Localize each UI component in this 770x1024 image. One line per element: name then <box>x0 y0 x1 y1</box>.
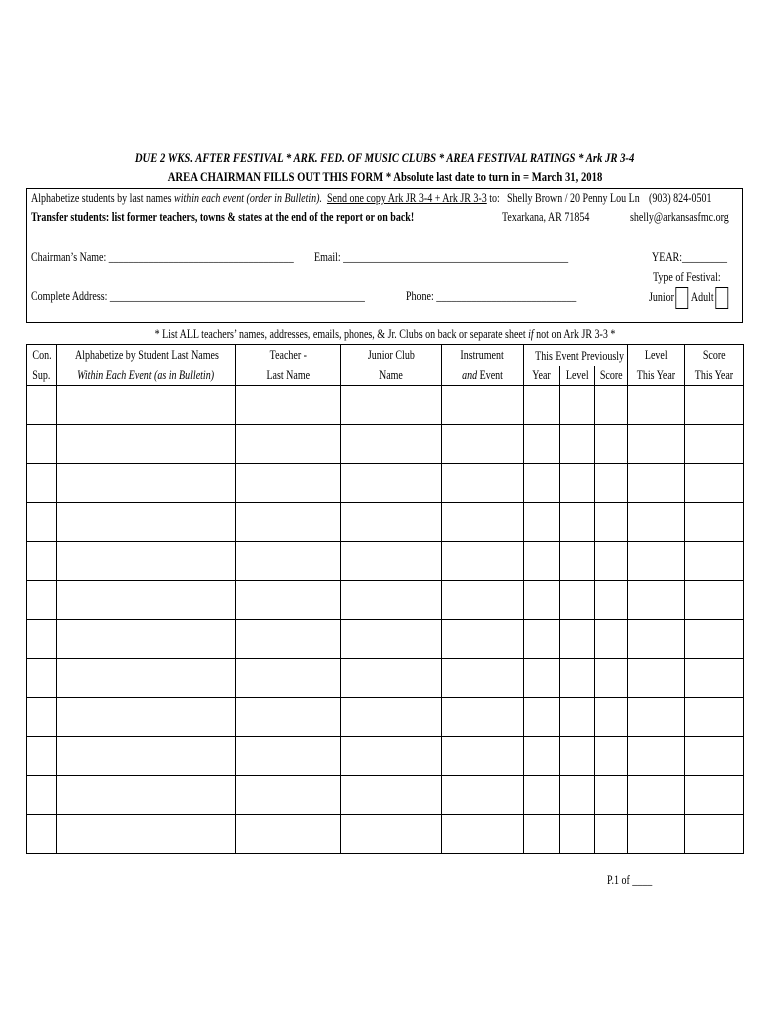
table-row <box>27 698 744 737</box>
entry-cell[interactable] <box>560 386 595 425</box>
table-row <box>27 737 744 776</box>
table-row <box>27 776 744 815</box>
entry-cell[interactable] <box>685 776 744 815</box>
entry-cell[interactable] <box>685 581 744 620</box>
junior-checkbox[interactable] <box>676 287 689 309</box>
entry-cell[interactable] <box>524 503 560 542</box>
entry-cell[interactable] <box>524 425 560 464</box>
entry-cell[interactable] <box>560 737 595 776</box>
entry-cell[interactable] <box>524 581 560 620</box>
table-row <box>27 542 744 581</box>
entry-cell[interactable] <box>341 386 442 425</box>
entry-cell[interactable] <box>595 737 628 776</box>
entry-cell[interactable] <box>442 776 524 815</box>
entry-cell[interactable] <box>524 776 560 815</box>
entry-cell[interactable] <box>560 503 595 542</box>
col-header-prev-year: Year <box>532 367 551 382</box>
entry-cell[interactable] <box>57 386 236 425</box>
entry-cell[interactable] <box>685 542 744 581</box>
col-header-junior-club: Junior Club Name <box>341 345 442 386</box>
entry-cell[interactable] <box>685 386 744 425</box>
entry-cell[interactable] <box>595 542 628 581</box>
entry-cell[interactable] <box>524 542 560 581</box>
entry-cell[interactable] <box>236 503 341 542</box>
entry-cell[interactable] <box>685 425 744 464</box>
entry-cell[interactable] <box>628 815 685 854</box>
col-header-instrument: Instrument and Event <box>442 345 524 386</box>
table-row <box>27 386 744 425</box>
entry-cell[interactable] <box>595 776 628 815</box>
entry-cell[interactable] <box>628 425 685 464</box>
entry-cell[interactable] <box>628 581 685 620</box>
entry-cell[interactable] <box>57 464 236 503</box>
table-row <box>27 581 744 620</box>
entry-cell[interactable] <box>442 698 524 737</box>
entry-cell[interactable] <box>628 737 685 776</box>
chairman-name-field[interactable]: Chairman’s Name: _____________________________________ <box>31 250 294 264</box>
entry-cell[interactable] <box>560 815 595 854</box>
entry-cell[interactable] <box>595 659 628 698</box>
entry-cell[interactable] <box>27 425 57 464</box>
entry-cell[interactable] <box>524 815 560 854</box>
table-row <box>27 659 744 698</box>
phone-field[interactable]: Phone: ____________________________ <box>406 289 577 303</box>
addressee-email: shelly@arkansasfmc.org <box>630 210 729 224</box>
table-row <box>27 815 744 854</box>
entry-cell[interactable] <box>236 737 341 776</box>
entry-cell[interactable] <box>560 425 595 464</box>
entry-cell[interactable] <box>57 776 236 815</box>
entry-cell[interactable] <box>685 698 744 737</box>
entry-cell[interactable] <box>628 659 685 698</box>
entry-cell[interactable] <box>685 737 744 776</box>
col-header-score: Score This Year <box>685 345 744 386</box>
entry-cell[interactable] <box>27 698 57 737</box>
entry-cell[interactable] <box>57 698 236 737</box>
entry-cell[interactable] <box>442 620 524 659</box>
entry-cell[interactable] <box>595 386 628 425</box>
entry-cell[interactable] <box>57 815 236 854</box>
form-title-line-2: AREA CHAIRMAN FILLS OUT THIS FORM * Absolute last date to turn in = March 31, 2018 <box>167 169 603 184</box>
entry-cell[interactable] <box>685 659 744 698</box>
entry-cell[interactable] <box>595 464 628 503</box>
entry-cell[interactable] <box>27 776 57 815</box>
chairman-info-box <box>26 188 743 323</box>
entry-cell[interactable] <box>27 737 57 776</box>
entry-cell[interactable] <box>341 581 442 620</box>
entry-cell[interactable] <box>27 659 57 698</box>
entry-cell[interactable] <box>628 464 685 503</box>
entry-cell[interactable] <box>236 386 341 425</box>
entry-cell[interactable] <box>442 386 524 425</box>
entry-cell[interactable] <box>595 581 628 620</box>
entry-cell[interactable] <box>442 503 524 542</box>
col-header-con-sup: Con. Sup. <box>27 345 57 386</box>
col-header-level: Level This Year <box>628 345 685 386</box>
page-number: P.1 of ____ <box>607 873 653 887</box>
transfer-students-note: Transfer students: list former teachers, towns & states at the end of the report or on back! <box>31 210 415 224</box>
entry-cell[interactable] <box>685 464 744 503</box>
entry-cell[interactable] <box>442 815 524 854</box>
col-header-prev-score: Score <box>594 366 627 385</box>
entry-cell[interactable] <box>341 620 442 659</box>
entry-cell[interactable] <box>236 464 341 503</box>
entry-cell[interactable] <box>560 659 595 698</box>
entry-cell[interactable] <box>27 503 57 542</box>
ratings-table <box>26 344 744 854</box>
entry-cell[interactable] <box>628 620 685 659</box>
entry-cell[interactable] <box>560 698 595 737</box>
entry-cell[interactable] <box>341 776 442 815</box>
entry-cell[interactable] <box>442 425 524 464</box>
entry-cell[interactable] <box>57 620 236 659</box>
entry-cell[interactable] <box>524 737 560 776</box>
addressee-city: Texarkana, AR 71854 <box>502 210 590 224</box>
entry-cell[interactable] <box>442 464 524 503</box>
entry-cell[interactable] <box>341 464 442 503</box>
entry-cell[interactable] <box>236 581 341 620</box>
entry-cell[interactable] <box>628 386 685 425</box>
entry-cell[interactable] <box>560 581 595 620</box>
entry-cell[interactable] <box>685 620 744 659</box>
entry-cell[interactable] <box>341 737 442 776</box>
entry-cell[interactable] <box>442 737 524 776</box>
entry-cell[interactable] <box>57 425 236 464</box>
entry-cell[interactable] <box>595 425 628 464</box>
table-row <box>27 425 744 464</box>
entry-cell[interactable] <box>524 698 560 737</box>
table-row <box>27 464 744 503</box>
entry-cell[interactable] <box>341 815 442 854</box>
table-row <box>27 503 744 542</box>
alphabetize-instruction: Alphabetize students by last names within each event (order in Bulletin). Send one copy Ark JR 3-4 + Ark JR 3-3 to: <box>31 191 500 205</box>
entry-cell[interactable] <box>236 659 341 698</box>
entry-cell[interactable] <box>524 386 560 425</box>
entry-cell[interactable] <box>27 620 57 659</box>
entry-cell[interactable] <box>595 815 628 854</box>
festival-type-options: Junior Adult <box>649 287 748 309</box>
entry-cell[interactable] <box>27 542 57 581</box>
form-title-line-1: DUE 2 WKS. AFTER FESTIVAL * ARK. FED. OF MUSIC CLUBS * AREA FESTIVAL RATINGS * Ark JR 3-4 <box>135 150 635 165</box>
entry-cell[interactable] <box>442 581 524 620</box>
complete-address-field[interactable]: Complete Address: ___________________________________________________ <box>31 289 365 303</box>
entry-cell[interactable] <box>560 620 595 659</box>
entry-cell[interactable] <box>628 542 685 581</box>
entry-cell[interactable] <box>27 464 57 503</box>
entry-cell[interactable] <box>236 620 341 659</box>
entry-cell[interactable] <box>524 620 560 659</box>
entry-cell[interactable] <box>628 698 685 737</box>
entry-cell[interactable] <box>685 815 744 854</box>
chairman-email-field[interactable]: Email: _____________________________________________ <box>314 250 569 264</box>
entry-cell[interactable] <box>57 659 236 698</box>
year-field[interactable]: YEAR:_________ <box>652 250 727 264</box>
entry-cell[interactable] <box>595 503 628 542</box>
col-header-teacher: Teacher - Last Name <box>236 345 341 386</box>
entry-cell[interactable] <box>442 659 524 698</box>
entry-cell[interactable] <box>442 542 524 581</box>
entry-cell[interactable] <box>524 464 560 503</box>
entry-cell[interactable] <box>595 698 628 737</box>
entry-cell[interactable] <box>560 542 595 581</box>
entry-cell[interactable] <box>236 425 341 464</box>
entry-cell[interactable] <box>524 659 560 698</box>
col-header-student: Alphabetize by Student Last Names Within Each Event (as in Bulletin) <box>57 345 236 386</box>
entry-cell[interactable] <box>57 542 236 581</box>
entry-cell[interactable] <box>236 542 341 581</box>
adult-checkbox[interactable] <box>715 287 728 309</box>
table-row <box>27 620 744 659</box>
entry-cell[interactable] <box>341 698 442 737</box>
entry-cell[interactable] <box>57 503 236 542</box>
entry-cell[interactable] <box>628 776 685 815</box>
entry-cell[interactable] <box>628 503 685 542</box>
entry-cell[interactable] <box>341 503 442 542</box>
entry-cell[interactable] <box>27 386 57 425</box>
entry-cell[interactable] <box>685 503 744 542</box>
entry-cell[interactable] <box>341 425 442 464</box>
col-header-prev-level: Level <box>559 366 594 385</box>
entry-cell[interactable] <box>560 776 595 815</box>
addressee-phone: (903) 824-0501 <box>649 191 712 205</box>
entry-cell[interactable] <box>236 815 341 854</box>
addressee-name: Shelly Brown / 20 Penny Lou Ln <box>507 191 640 205</box>
col-header-previously: This Event Previously Year Level Score <box>524 345 628 386</box>
entry-cell[interactable] <box>341 659 442 698</box>
teacher-list-note: * List ALL teachers’ names, addresses, emails, phones, & Jr. Clubs on back or separate sheet if not on Ark JR 3-3 * <box>154 327 616 341</box>
entry-cell[interactable] <box>57 581 236 620</box>
entry-cell[interactable] <box>57 737 236 776</box>
entry-cell[interactable] <box>27 581 57 620</box>
entry-cell[interactable] <box>341 542 442 581</box>
entry-cell[interactable] <box>560 464 595 503</box>
festival-type-label: Type of Festival: <box>653 270 721 284</box>
entry-cell[interactable] <box>236 698 341 737</box>
entry-cell[interactable] <box>27 815 57 854</box>
entry-cell[interactable] <box>595 620 628 659</box>
entry-cell[interactable] <box>236 776 341 815</box>
